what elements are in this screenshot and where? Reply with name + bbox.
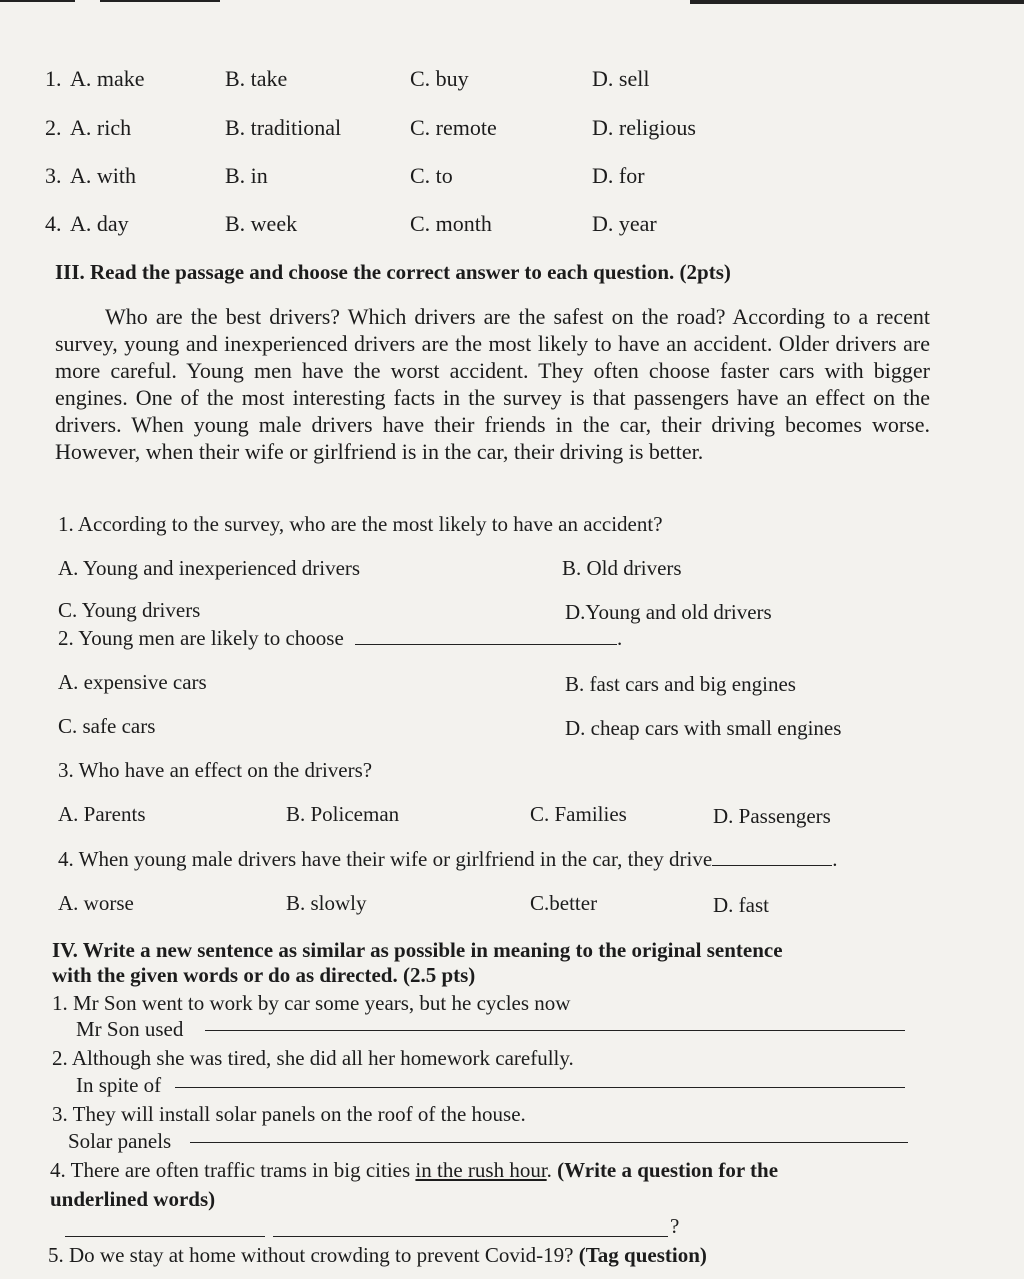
option-c: C. to bbox=[410, 163, 453, 188]
item-number: 2. bbox=[45, 115, 62, 140]
q2-option-c: C. safe cars bbox=[58, 714, 156, 738]
question-2-end: . bbox=[617, 626, 623, 650]
option-d: D. sell bbox=[592, 66, 650, 91]
option-a: A. with bbox=[70, 163, 136, 188]
rewrite-4-instruction-cont: underlined words) bbox=[50, 1187, 216, 1211]
rewrite-3-text: 3. They will install solar panels on the roof of the house. bbox=[52, 1102, 526, 1126]
top-rule bbox=[0, 0, 75, 2]
q3-option-b: B. Policeman bbox=[286, 802, 400, 826]
question-2 bbox=[58, 626, 622, 651]
question-mark: ? bbox=[670, 1214, 680, 1238]
passage-text: Who are the best drivers? Which drivers are the safest on the road? According to a recent survey, young and inexperienced drivers are the most likely to have an accident. Older drivers are more careful. Young men have the worst accident. They often choose faster cars with bigger engines. One of the most interesting facts in the survey is that passengers have an effect on the drivers. When young male drivers have their friends in the car, their driving becomes worse. However, when their wife or girlfriend is in the car, their driving is better. bbox=[55, 304, 930, 464]
option-a: A. rich bbox=[70, 115, 132, 140]
top-rule bbox=[100, 0, 220, 2]
rewrite-4-pre: 4. There are often traffic trams in big cities bbox=[50, 1158, 411, 1182]
rewrite-3-prompt: Solar panels bbox=[68, 1129, 172, 1153]
question-4 bbox=[58, 847, 837, 872]
option-b: B. in bbox=[225, 163, 268, 188]
q2-option-a: A. expensive cars bbox=[58, 670, 207, 694]
option-d: D. religious bbox=[592, 115, 696, 140]
option-c: C. buy bbox=[410, 66, 469, 91]
section-4-heading-line2: with the given words or do as directed. (2.5 pts) bbox=[52, 963, 476, 987]
option-b: B. week bbox=[225, 211, 298, 236]
q3-option-a: A. Parents bbox=[58, 802, 146, 826]
option-a: A. day bbox=[70, 211, 129, 236]
q2-option-b: B. fast cars and big engines bbox=[565, 672, 796, 696]
option-b: B. traditional bbox=[225, 115, 342, 140]
q1-option-b: B. Old drivers bbox=[562, 556, 682, 580]
question-4-text: 4. When young male drivers have their wife or girlfriend in the car, they drive bbox=[58, 847, 713, 871]
q4-option-d: D. fast bbox=[713, 893, 769, 917]
rewrite-4-post: . bbox=[546, 1158, 552, 1182]
option-c: C. month bbox=[410, 211, 492, 236]
q2-option-d: D. cheap cars with small engines bbox=[565, 716, 842, 740]
q1-option-a: A. Young and inexperienced drivers bbox=[58, 556, 361, 580]
option-c: C. remote bbox=[410, 115, 497, 140]
rewrite-1-prompt: Mr Son used bbox=[76, 1017, 184, 1041]
q1-option-c: C. Young drivers bbox=[58, 598, 201, 622]
answer-line bbox=[175, 1087, 905, 1088]
rewrite-1-text: 1. Mr Son went to work by car some years, but he cycles now bbox=[52, 991, 571, 1015]
answer-line bbox=[273, 1236, 668, 1237]
q4-option-b: B. slowly bbox=[286, 891, 367, 915]
answer-line bbox=[65, 1236, 265, 1237]
rewrite-4-text bbox=[50, 1158, 930, 1183]
rewrite-5-text bbox=[48, 1243, 707, 1268]
option-b: B. take bbox=[225, 66, 288, 91]
answer-line bbox=[190, 1142, 908, 1143]
reading-passage bbox=[55, 303, 930, 465]
q3-option-c: C. Families bbox=[530, 802, 627, 826]
q3-option-d: D. Passengers bbox=[713, 804, 831, 828]
top-rule bbox=[690, 0, 1024, 4]
item-number: 4. bbox=[45, 211, 62, 236]
rewrite-5-question: 5. Do we stay at home without crowding to prevent Covid-19? bbox=[48, 1243, 574, 1267]
section-3-heading: III. Read the passage and choose the correct answer to each question. (2pts) bbox=[55, 260, 731, 284]
option-d: D. year bbox=[592, 211, 657, 236]
question-4-end: . bbox=[832, 847, 838, 871]
option-d: D. for bbox=[592, 163, 645, 188]
item-number: 1. bbox=[45, 66, 62, 91]
rewrite-4-instruction: (Write a question for the bbox=[557, 1158, 779, 1182]
section-4-heading-line1: IV. Write a new sentence as similar as possible in meaning to the original sentence bbox=[52, 938, 783, 962]
answer-blank bbox=[712, 847, 832, 866]
question-2-text: 2. Young men are likely to choose bbox=[58, 626, 344, 650]
option-a: A. make bbox=[70, 66, 145, 91]
q4-option-c: C.better bbox=[530, 891, 598, 915]
answer-blank bbox=[355, 626, 617, 645]
rewrite-5-instruction: (Tag question) bbox=[578, 1243, 707, 1267]
question-1: 1. According to the survey, who are the most likely to have an accident? bbox=[58, 512, 663, 536]
q1-option-d: D.Young and old drivers bbox=[565, 600, 772, 624]
answer-line bbox=[205, 1030, 905, 1031]
rewrite-2-prompt: In spite of bbox=[76, 1073, 162, 1097]
rewrite-2-text: 2. Although she was tired, she did all her homework carefully. bbox=[52, 1046, 574, 1070]
underlined-words: in the rush hour bbox=[415, 1158, 547, 1182]
item-number: 3. bbox=[45, 163, 62, 188]
q4-option-a: A. worse bbox=[58, 891, 134, 915]
question-3: 3. Who have an effect on the drivers? bbox=[58, 758, 373, 782]
